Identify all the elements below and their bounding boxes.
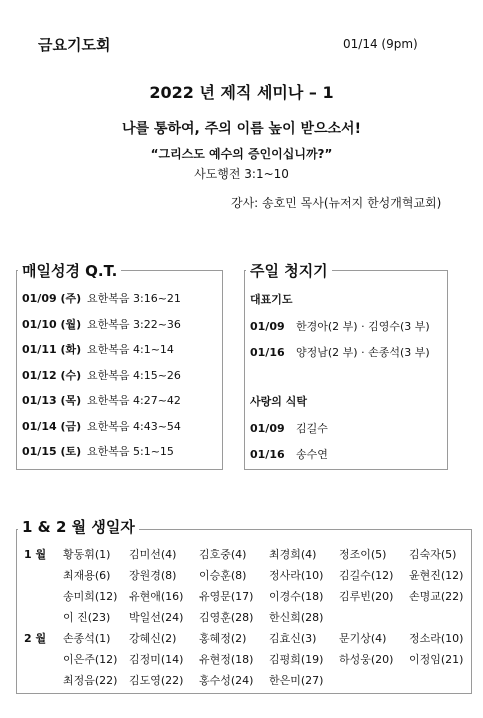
birthday-name: 이 진(23) (63, 611, 111, 624)
meal-heading: 사랑의 식탁 (250, 395, 307, 408)
prayer-row (250, 318, 430, 334)
birthday-name: 최경희(4) (269, 548, 317, 561)
birthday-name: 유현애(16) (129, 590, 184, 603)
sunday-steward-title: 주일 청지기 (246, 262, 332, 280)
bulletin-header-title: 금요기도회 (38, 36, 111, 54)
qt-row (22, 443, 174, 459)
seminar-title: 2022 년 제직 세미나 – 1 (149, 83, 334, 102)
birthday-name: 김루빈(20) (339, 590, 394, 603)
prayer-date: 01/16 (250, 346, 285, 359)
prayer-date: 01/09 (250, 320, 285, 333)
meal-row (250, 446, 328, 462)
qt-passage: 요한복음 4:27~42 (87, 394, 181, 407)
meal-names: 송수연 (296, 448, 328, 461)
birthday-name: 황동휘(1) (63, 548, 111, 561)
meal-date: 01/16 (250, 448, 285, 461)
sermon-quote: “그리스도 예수의 증인이십니까?” (150, 147, 333, 161)
birthday-name: 하성웅(20) (339, 653, 394, 666)
qt-passage: 요한복음 3:22~36 (87, 317, 181, 331)
birthday-name: 정소라(10) (409, 632, 464, 645)
qt-row (22, 341, 174, 357)
birthday-name: 박일선(24) (129, 611, 184, 624)
prayer-names: 양정남(2 부) · 손종석(3 부) (296, 346, 430, 359)
birthday-name: 이정임(21) (409, 653, 464, 666)
seminar-subtitle: 나를 통하여, 주의 이름 높이 받으소서! (122, 121, 361, 137)
scripture-reference: 사도행전 3:1~10 (194, 167, 289, 181)
qt-passage: 요한복음 5:1~15 (87, 445, 174, 458)
month-label-feb: 2 월 (24, 632, 47, 645)
qt-passage: 요한복음 4:15~26 (87, 368, 181, 382)
birthday-name: 김영훈(28) (199, 611, 254, 624)
birthday-name: 유영문(17) (199, 590, 254, 603)
birthday-name: 김도영(22) (129, 674, 184, 687)
birthday-name: 홍수성(24) (199, 674, 254, 687)
birthday-name: 김평희(19) (269, 653, 324, 666)
qt-row (22, 367, 181, 383)
meal-row (250, 420, 328, 436)
birthday-name: 한신희(28) (269, 611, 324, 624)
qt-date: 01/15 (토) (22, 445, 82, 458)
qt-date: 01/14 (금) (22, 419, 82, 433)
meal-date: 01/09 (250, 422, 285, 435)
birthday-name: 유현정(18) (199, 653, 254, 666)
birthday-name: 김길수(12) (339, 569, 394, 582)
qt-passage: 요한복음 4:43~54 (87, 419, 181, 433)
birthday-name: 김효신(3) (269, 632, 317, 645)
birthday-name: 김호중(4) (199, 548, 247, 561)
birthday-name: 김정미(14) (129, 653, 184, 666)
birthday-name: 이승훈(8) (199, 569, 247, 582)
birthday-name: 한은미(27) (269, 674, 324, 687)
qt-row (22, 290, 181, 306)
qt-row (22, 418, 181, 434)
birthday-name: 손종석(1) (63, 632, 111, 645)
qt-passage: 요한복음 4:1~14 (87, 343, 174, 356)
speaker-info: 강사: 송호민 목사(뉴저지 한성개혁교회) (231, 196, 442, 210)
prayer-row (250, 344, 430, 360)
birthday-name: 김미선(4) (129, 548, 177, 561)
qt-date: 01/10 (월) (22, 317, 82, 331)
birthday-title: 1 & 2 월 생일자 (18, 518, 139, 536)
qt-passage: 요한복음 3:16~21 (87, 292, 181, 305)
month-label-jan: 1 월 (24, 548, 47, 561)
birthday-name: 손명교(22) (409, 590, 464, 603)
prayer-names: 한경아(2 부) · 김영수(3 부) (296, 320, 430, 333)
qt-date: 01/09 (주) (22, 292, 82, 305)
birthday-name: 이은주(12) (63, 653, 118, 666)
birthday-name: 송미희(12) (63, 590, 118, 603)
birthday-name: 이경수(18) (269, 590, 324, 603)
birthday-name: 최정음(22) (63, 674, 118, 687)
qt-date: 01/11 (화) (22, 343, 82, 356)
birthday-name: 정조이(5) (339, 548, 387, 561)
qt-date: 01/12 (수) (22, 368, 82, 382)
birthday-name: 윤현진(12) (409, 569, 464, 582)
qt-title: 매일성경 Q.T. (18, 262, 121, 280)
meal-names: 김길수 (296, 422, 328, 435)
birthday-name: 문기상(4) (339, 632, 387, 645)
qt-row (22, 316, 181, 332)
birthday-name: 김숙자(5) (409, 548, 457, 561)
prayer-heading: 대표기도 (250, 293, 293, 306)
qt-row (22, 392, 181, 408)
bulletin-header-date: 01/14 (9pm) (343, 37, 418, 51)
birthday-name: 강혜신(2) (129, 632, 177, 645)
birthday-name: 최재용(6) (63, 569, 111, 582)
birthday-name: 정사라(10) (269, 569, 324, 582)
birthday-name: 홍혜정(2) (199, 632, 247, 645)
birthday-name: 장원경(8) (129, 569, 177, 582)
qt-date: 01/13 (목) (22, 394, 82, 407)
